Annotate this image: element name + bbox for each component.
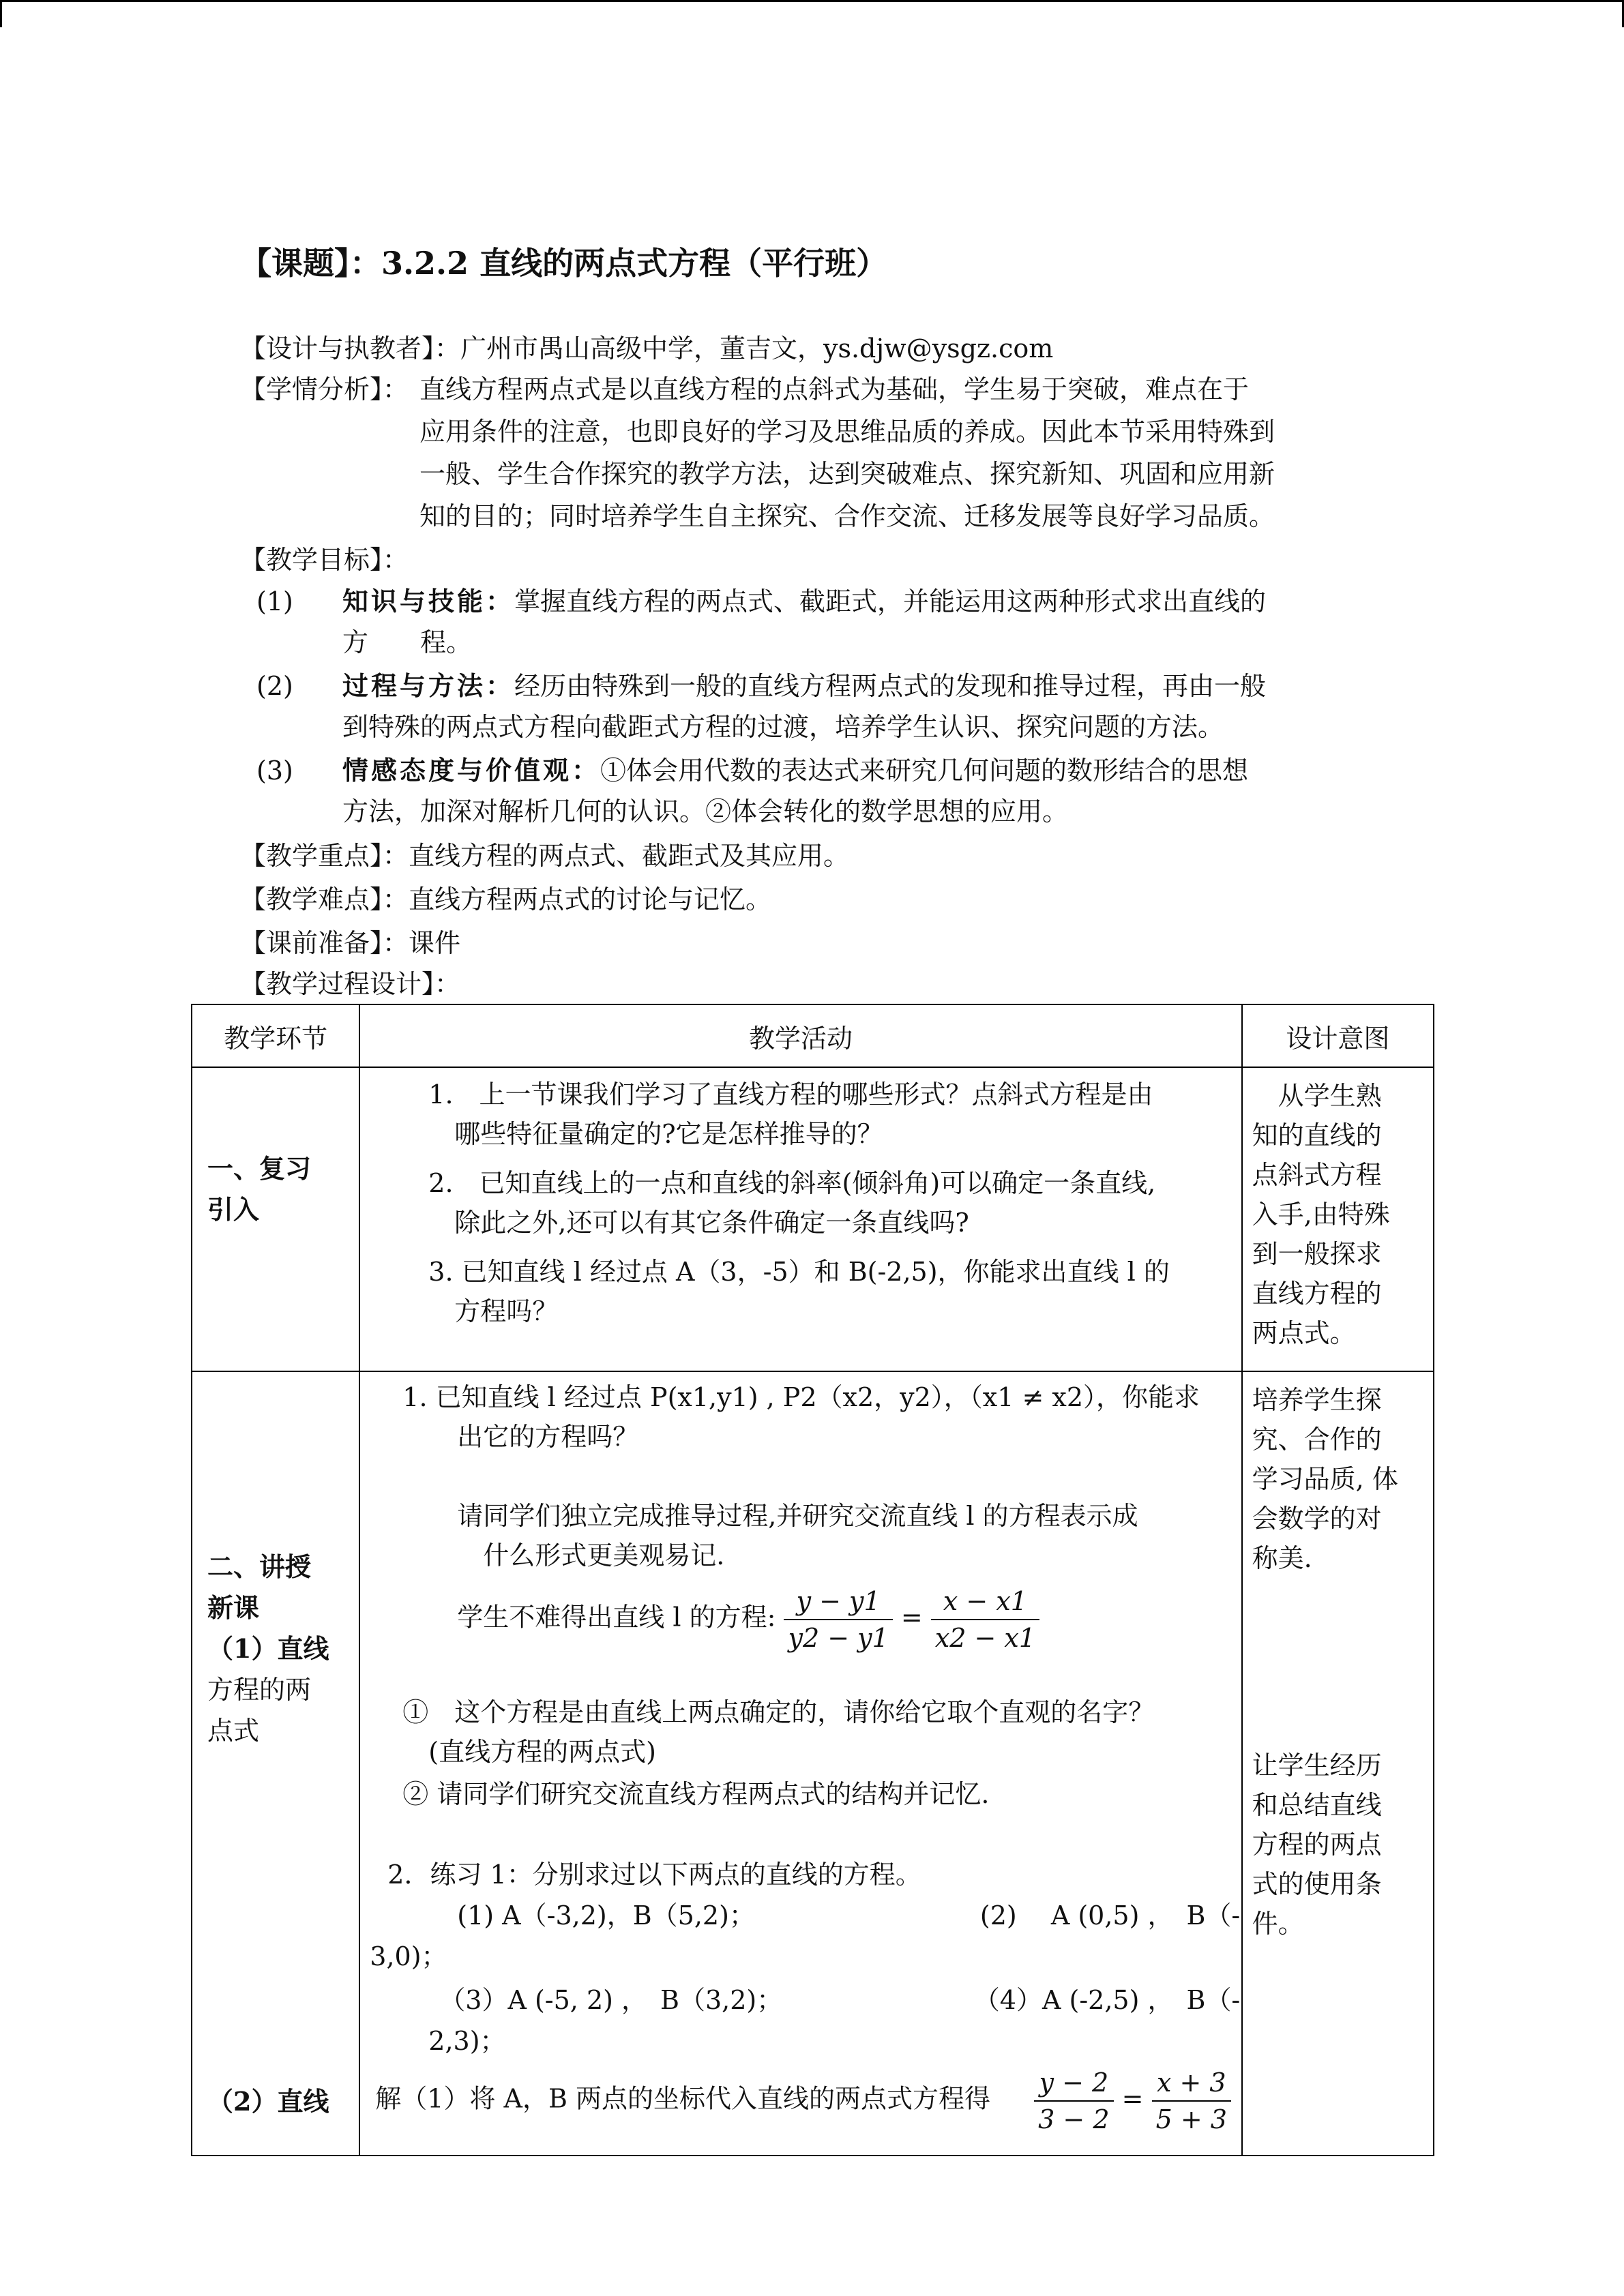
intent-block-2 (1252, 1746, 1382, 1943)
goal-attitude (342, 750, 1386, 832)
exercise-1: (1) A（-3,2)，B（5,2)； (457, 1900, 755, 1930)
key-points: 【教学重点】：直线方程的两点式、截距式及其应用。 (240, 841, 850, 871)
analysis-line: 直线方程两点式是以直线方程的点斜式为基础，学生易于突破，难点在于 (419, 374, 1250, 404)
goal-heading: 情感态度与价值观： (342, 755, 601, 786)
stage-label: 新课 (207, 1592, 260, 1623)
intro-question-3: 3. 已知直线 l 经过点 A（3，-5）和 B(-2,5)，你能求出直线 l 的 方程吗？ (428, 1257, 1170, 1326)
preparation: 【课前准备】：课件 (240, 928, 461, 958)
stage-label: 点式 (207, 1716, 260, 1746)
exercise-4-cont: 2,3)； (428, 2026, 506, 2056)
goal-heading: 知识与技能： (342, 586, 515, 616)
intro-question-2: 2. 已知直线上的一点和直线的斜率(倾斜角)可以确定一条直线, 除此之外,还可以有其它条件确定一条直线吗? (428, 1168, 1156, 1238)
intent-line: 知的直线的 (1252, 1120, 1382, 1150)
formula-prefix: 学生不难得出直线 l 的方程: (457, 1602, 776, 1632)
intent-cell (1242, 1371, 1434, 2156)
stage-label: （1）直线 (207, 1633, 329, 1664)
table-row-new-lesson (192, 1371, 1434, 2156)
difficulties: 【教学难点】：直线方程两点式的讨论与记忆。 (240, 884, 772, 914)
intent-line: 和总结直线 (1252, 1790, 1382, 1820)
intro-question-1: 1. 上一节课我们学习了直线方程的哪些形式？点斜式方程是由 哪些特征量确定的?它是怎样推导的？ (428, 1079, 1153, 1149)
goal-knowledge (342, 581, 1386, 663)
stage-label: 方程的两 (207, 1675, 312, 1705)
new-question-1: 1. 已知直线 l 经过点 P(x1,y1) , P2（x2，y2），（x1 ≠ x2），你能求 出它的方程吗？ (402, 1382, 1200, 1452)
goal-line: 掌握直线方程的两点式、截距式，并能运用这两种形式求出直线的 (514, 586, 1267, 616)
table-row-intro (192, 1067, 1434, 1371)
intent-line: 到一般探求 (1252, 1239, 1382, 1269)
intent-line: 让学生经历 (1252, 1750, 1382, 1780)
activity-cell (359, 1371, 1241, 2156)
goals-label: 【教学目标】： (240, 545, 409, 575)
goal-line: 到特殊的两点式方程向截距式方程的过渡，培养学生认识、探究问题的方法。 (342, 712, 1224, 742)
intent-line: 究、合作的 (1252, 1425, 1382, 1455)
header-stage: 教学环节 (192, 1004, 359, 1067)
designer-line: 【设计与执教者】：广州市禺山高级中学，董吉文，ys.djw@ysgz.com (240, 333, 1054, 363)
exercise-4: （4）A (-2,5) ， B（- (973, 1985, 1241, 2015)
stage-label: 二、讲授 (207, 1551, 312, 1582)
formula-right-fraction: $\frac{x - x1}{x2 - x1}$ (931, 1583, 1039, 1656)
intent-line: 两点式。 (1252, 1318, 1356, 1348)
stage-label-2: （2）直线 (207, 2086, 329, 2117)
exercise-2-cont: 3,0)； (370, 1941, 447, 1971)
goal-number: (2) (256, 671, 293, 701)
goal-line: 经历由特殊到一般的直线方程两点式的发现和推导过程，再由一般 (514, 671, 1267, 701)
analysis-line: 知的目的；同时培养学生自主探究、合作交流、迁移发展等良好学习品质。 (419, 501, 1275, 531)
intent-line: 学习品质, 体 (1252, 1464, 1398, 1494)
intent-line: 培养学生探 (1252, 1385, 1382, 1415)
goal-line: 方法，加深对解析几何的认识。②体会转化的数学思想的应用。 (342, 796, 1069, 826)
goal-line: 方 程。 (342, 627, 473, 657)
two-point-formula: 学生不难得出直线 l 的方程: $\frac{y - y1}{y2 - y1}$ = $\frac{x - x1}{x2 - x1}$ (457, 1583, 1235, 1656)
intent-line: 入手,由特殊 (1252, 1199, 1390, 1229)
intent-line: 式的使用条 (1252, 1869, 1382, 1899)
solution-text: 解（1）将 A，B 两点的坐标代入直线的两点式方程得 (375, 2083, 990, 2114)
goal-process (342, 666, 1386, 747)
goal-number: (3) (256, 756, 293, 786)
analysis-line: 一般、学生合作探究的教学方法，达到突破难点、探究新知、巩固和应用新 (419, 459, 1275, 489)
intent-line: 称美. (1252, 1543, 1312, 1573)
lesson-plan-table (191, 1004, 1434, 2156)
stage-cell (192, 1371, 359, 2156)
solution-line: 解（1）将 A，B 两点的坐标代入直线的两点式方程得 $\frac{y - 2}{3 - 2}$ = $\frac{x + 3}{5 + 3}$ (375, 2065, 1235, 2137)
stage-cell (192, 1067, 359, 1371)
exercise-2: (2) A (0,5) ， B（- (979, 1900, 1241, 1930)
name-question: ① 这个方程是由直线上两点确定的，请你给它取个直观的名字？ (直线方程的两点式) (402, 1697, 1155, 1767)
goal-line: ①体会用代数的表达式来研究几何问题的数形结合的思想 (600, 756, 1249, 786)
formula-left-fraction: $\frac{y - y1}{y2 - y1}$ (784, 1583, 892, 1656)
analysis-paragraph (419, 368, 1388, 537)
analysis-label: 【学情分析】： (240, 374, 409, 404)
derive-prompt: 请同学们独立完成推导过程,并研究交流直线 l 的方程表示成 什么形式更美观易记. (457, 1501, 1138, 1570)
practice-heading: 2．练习 1：分别求过以下两点的直线的方程。 (387, 1860, 921, 1890)
table-header-row (192, 1004, 1434, 1067)
intent-line: 方程的两点 (1252, 1830, 1382, 1860)
goal-number: (1) (256, 586, 293, 616)
structure-question: ② 请同学们研究交流直线方程两点式的结构并记忆. (402, 1779, 990, 1809)
solution-left-fraction: $\frac{y - 2}{3 - 2}$ (1034, 2065, 1113, 2137)
stage-label: 一、复习 (207, 1153, 312, 1184)
header-intent: 设计意图 (1242, 1004, 1434, 1067)
process-label: 【教学过程设计】： (240, 969, 461, 999)
header-activity: 教学活动 (359, 1004, 1241, 1067)
intent-line: 件。 (1252, 1909, 1304, 1939)
goal-heading: 过程与方法： (342, 670, 515, 701)
intent-line: 直线方程的 (1252, 1279, 1382, 1309)
page-left-edge (0, 0, 2, 27)
page-top-border (0, 0, 1624, 2)
points-expression: (x1,y1) , P2（x2，y2），（x1 ≠ x2） (667, 1382, 1096, 1412)
intent-line: 从学生熟 (1252, 1081, 1382, 1111)
stage-label: 引入 (207, 1194, 260, 1225)
intent-line: 会数学的对 (1252, 1504, 1382, 1534)
analysis-line: 应用条件的注意，也即良好的学习及思维品质的养成。因此本节采用特殊到 (419, 417, 1275, 447)
activity-cell (359, 1067, 1241, 1371)
exercise-3: （3）A (-5, 2) ， B（3,2)； (439, 1985, 783, 2015)
intent-cell (1242, 1067, 1434, 1371)
intent-line: 点斜式方程 (1252, 1160, 1382, 1190)
solution-right-fraction: $\frac{x + 3}{5 + 3}$ (1152, 2065, 1231, 2137)
lesson-title: 【课题】：3.2.2 直线的两点式方程（平行班） (240, 245, 888, 282)
